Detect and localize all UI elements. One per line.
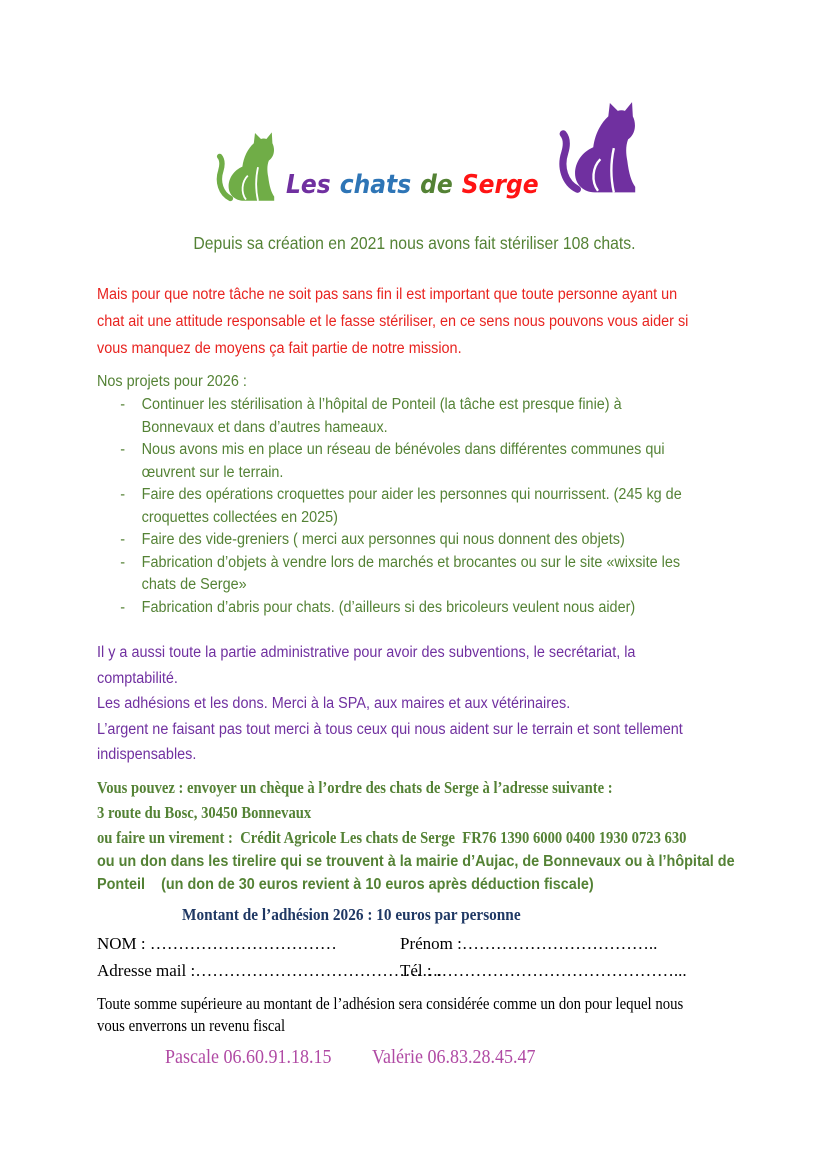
text-line: vous enverrons un revenu fiscal xyxy=(97,1015,286,1035)
cat-tail xyxy=(563,134,577,189)
project-item xyxy=(97,484,776,529)
text-line: L’argent ne faisant pas tout merci à tous ceux qui nous aident sur le terrain et sont tellement xyxy=(97,720,683,738)
text-line: croquettes collectées en 2025) xyxy=(141,508,338,526)
donation-tirelire-details xyxy=(97,850,776,896)
document-body xyxy=(0,232,827,1070)
project-item-text xyxy=(142,529,625,552)
text-line: Faire des opérations croquettes pour aider les personnes qui nourrissent. (245 kg de xyxy=(141,486,682,503)
text-line: ou faire un virement : Crédit Agricole Les chats de Serge FR76 1390 6000 0400 1930 0723 630 xyxy=(97,827,687,847)
bullet-dash: - xyxy=(120,396,126,413)
text-line: 3 route du Bosc, 30450 Bonnevaux xyxy=(97,802,312,822)
text-line: Bonnevaux et dans d’autres hameaux. xyxy=(141,418,388,436)
prenom-field: Prénom :…………………………….. xyxy=(400,934,658,953)
membership-form xyxy=(97,931,827,985)
membership-heading: Montant de l’adhésion 2026 : 10 euros par personne xyxy=(182,904,521,924)
text-line: œuvrent sur le terrain. xyxy=(141,463,284,481)
page-title xyxy=(286,168,548,202)
text-line: Les adhésions et les dons. Merci à la SPA, aux maires et aux vétérinaires. xyxy=(97,695,571,712)
text-line: Mais pour que notre tâche ne soit pas sans fin il est important que toute personne ayant un xyxy=(97,286,678,303)
text-line: Toute somme supérieure au montant de l’adhésion sera considérée comme un don pour lequel nous xyxy=(97,993,684,1013)
fiscal-note xyxy=(97,993,732,1037)
project-item xyxy=(97,597,776,620)
text-line: indispensables. xyxy=(97,746,197,763)
nom-field: NOM : …………………………… xyxy=(97,934,337,953)
project-item-text xyxy=(142,552,680,597)
form-row-name xyxy=(97,931,827,958)
donation-bank-details xyxy=(97,775,725,850)
text-line: Fabrication d’abris pour chats. (d’ailleurs si des bricoleurs veulent nous aider) xyxy=(141,598,636,616)
project-item-text xyxy=(142,394,622,439)
adresse-mail-field: Adresse mail :…………………………………….. xyxy=(97,961,442,980)
tel-field: Tél : ……………………………………... xyxy=(400,961,687,980)
project-item-text xyxy=(142,597,636,620)
bullet-dash: - xyxy=(120,441,126,458)
title-word-serge: Serge xyxy=(461,170,539,200)
text-line: ou un don dans les tirelire qui se trouvent à la mairie d’Aujac, de Bonnevaux ou à l’hôpital de xyxy=(97,852,735,870)
donation-section xyxy=(97,775,827,896)
admin-paragraph xyxy=(97,640,776,768)
title-word-chats: chats xyxy=(339,170,412,200)
text-line: Faire des vide-greniers ( merci aux personnes qui nous donnent des objets) xyxy=(141,531,625,548)
project-item xyxy=(97,529,776,552)
green-cat-icon xyxy=(216,117,276,215)
project-item xyxy=(97,552,776,597)
title-word-les: Les xyxy=(286,170,331,200)
contact-pascale: Pascale 06.60.91.18.15 xyxy=(165,1045,332,1068)
text-line: comptabilité. xyxy=(97,669,178,687)
projects-section xyxy=(97,370,776,619)
bullet-dash: - xyxy=(120,553,126,571)
intro-line: Depuis sa création en 2021 nous avons fait stériliser 108 chats. xyxy=(193,233,636,253)
text-line: Continuer les stérilisation à l’hôpital de Ponteil (la tâche est presque finie) à xyxy=(141,396,622,413)
text-line: Nous avons mis en place un réseau de bénévoles dans différentes communes qui xyxy=(141,441,665,458)
project-item xyxy=(97,394,776,439)
projects-list xyxy=(97,394,776,619)
bullet-dash: - xyxy=(120,486,126,503)
project-item-text xyxy=(142,484,682,529)
bullet-dash: - xyxy=(120,531,126,548)
text-line: Ponteil (un don de 30 euros revient à 10 euros après déduction fiscale) xyxy=(97,875,594,893)
text-line: Fabrication d’objets à vendre lors de marchés et brocantes ou sur le site «wixsite les xyxy=(141,553,681,571)
purple-cat-icon xyxy=(557,99,639,194)
contact-phones xyxy=(165,1044,761,1070)
text-line: chats de Serge» xyxy=(141,576,247,593)
text-line: chat ait une attitude responsable et le fasse stériliser, en ce sens nous pouvons vous aider si xyxy=(97,313,689,330)
mission-paragraph xyxy=(97,281,776,362)
cat-body xyxy=(229,132,275,200)
projects-heading: Nos projets pour 2026 : xyxy=(97,373,247,390)
text-line: vous manquez de moyens ça fait partie de notre mission. xyxy=(97,340,462,357)
bullet-dash: - xyxy=(120,598,126,616)
cat-body xyxy=(575,102,635,192)
cat-tail xyxy=(219,156,230,198)
project-item xyxy=(97,439,776,484)
header xyxy=(0,0,827,232)
title-word-de: de xyxy=(420,170,453,200)
text-line: Il y a aussi toute la partie administrative pour avoir des subventions, le secrétariat, la xyxy=(97,644,636,661)
text-line: Vous pouvez : envoyer un chèque à l’ordre des chats de Serge à l’adresse suivante : xyxy=(97,777,613,797)
project-item-text xyxy=(142,439,665,484)
contact-valerie: Valérie 06.83.28.45.47 xyxy=(371,1045,536,1068)
form-row-contact xyxy=(97,958,827,985)
